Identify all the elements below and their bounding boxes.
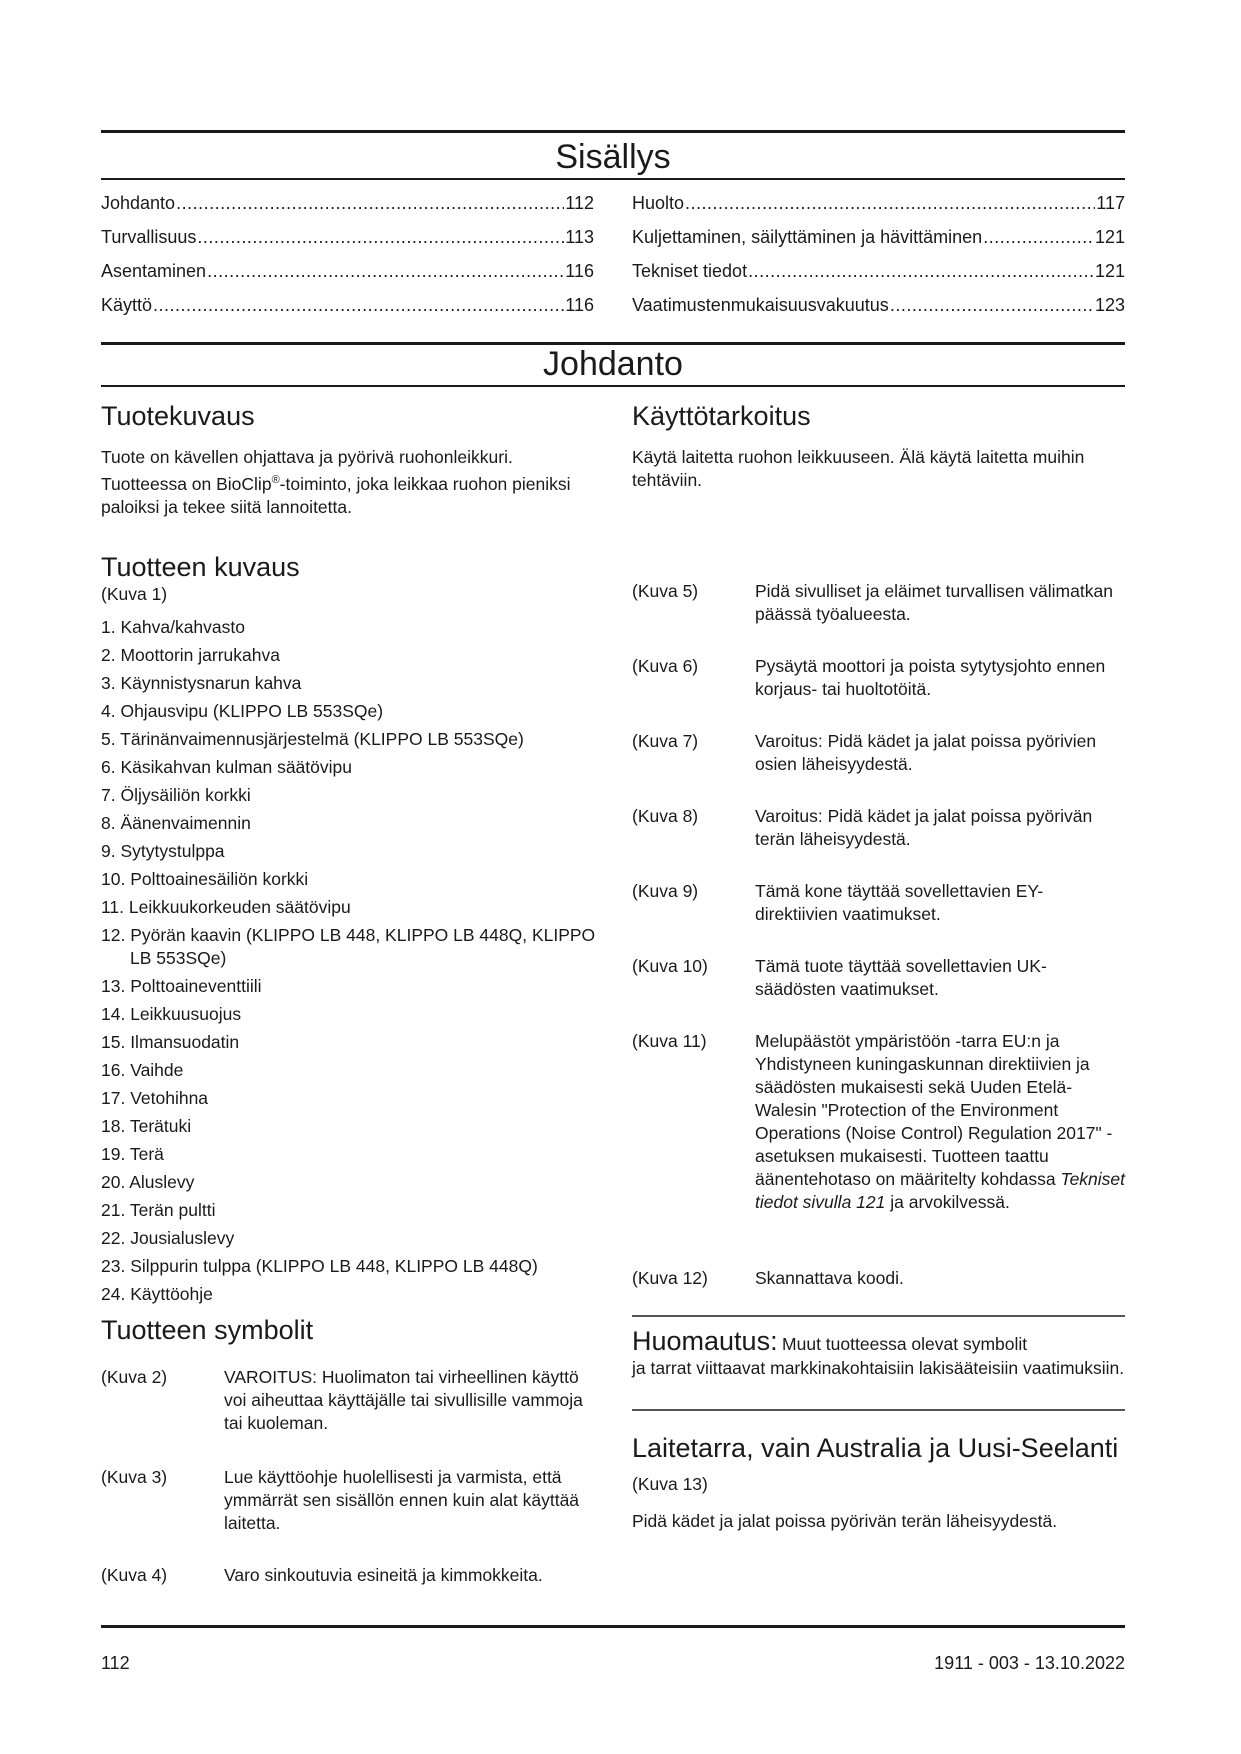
list-item: 4. Ohjausvipu (KLIPPO LB 553SQe) xyxy=(101,700,384,721)
list-item: 24. Käyttöohje xyxy=(101,1283,213,1304)
toc-entry-turvallisuus[interactable]: Turvallisuus ..... 113 xyxy=(101,220,594,254)
list-item: 21. Terän pultti xyxy=(101,1199,216,1220)
symbol-row: (Kuva 11) Melupäästöt ympäristöön -tarra EU:n ja Yhdistyneen kuningaskunnan direktiivien ja säädösten mukaisesti sekä Uuden Etelä-Walesin "Protection of the Environment Operations (Noise Control) Regulation 2017" -asetuksen mukaisesti. Tuotteen taattu äänentehotaso on määritelty kohdassa Tekniset tiedot sivulla 121 ja arvokilvessä. xyxy=(632,1031,1126,1212)
note-title: Huomautus: xyxy=(632,1326,778,1356)
toc-entry-vaatimustenmukaisuus[interactable]: Vaatimustenmukaisuusvakuutus ..... 123 xyxy=(632,288,1125,322)
document-page xyxy=(101,0,1125,1754)
tuotteen-kuvaus-heading: Tuotteen kuvaus xyxy=(101,551,300,582)
list-item: 2. Moottorin jarrukahva xyxy=(101,644,280,665)
symbol-row: (Kuva 6) Pysäytä moottori ja poista sytytysjohto ennen korjaus- tai huoltotöitä. xyxy=(632,656,1106,699)
list-item: 10. Polttoainesäiliön korkki xyxy=(101,868,309,889)
toc-entry-johdanto[interactable]: Johdanto ..... 112 xyxy=(101,186,594,220)
toc-entry-kaytto[interactable]: Käyttö ..... 116 xyxy=(101,288,594,322)
list-item: 15. Ilmansuodatin xyxy=(101,1031,240,1052)
list-item: 22. Jousialuslevy xyxy=(101,1227,235,1248)
symbol-row: (Kuva 3) Lue käyttöohje huolellisesti ja varmista, että ymmärrät sen sisällön ennen kuin alat käyttää laitetta. xyxy=(101,1466,580,1533)
doc-code: 1911 - 003 - 13.10.2022 xyxy=(934,1653,1125,1673)
list-item: 5. Tärinänvaimennusjärjestelmä (KLIPPO LB 553SQe) xyxy=(101,728,524,749)
list-item: 11. Leikkuukorkeuden säätövipu xyxy=(101,896,351,917)
list-item: 18. Terätuki xyxy=(101,1115,192,1136)
list-item: 14. Leikkuusuojus xyxy=(101,1003,242,1024)
symbol-row: (Kuva 5) Pidä sivulliset ja eläimet turvallisen välimatkan päässä työalueesta. xyxy=(632,581,1113,624)
tuotteen-symbolit-heading: Tuotteen symbolit xyxy=(101,1314,314,1345)
list-item: 7. Öljysäiliön korkki xyxy=(101,784,251,805)
kayttotarkoitus-heading: Käyttötarkoitus xyxy=(632,401,811,431)
list-item: 23. Silppurin tulppa (KLIPPO LB 448, KLIPPO LB 448Q) xyxy=(101,1255,538,1276)
list-item: 3. Käynnistysnarun kahva xyxy=(101,672,302,693)
toc-title: Sisällys xyxy=(555,138,671,176)
toc-entry-asentaminen[interactable]: Asentaminen ..... 116 xyxy=(101,254,594,288)
toc-right-column xyxy=(632,186,1125,322)
section-title: Johdanto xyxy=(543,345,683,383)
note-text-1: Muut tuotteessa olevat symbolit xyxy=(782,1334,1028,1354)
tuotekuvaus-text: Tuote on kävellen ohjattava ja pyörivä ruohonleikkuri. Tuotteessa on BioClip®-toiminto, joka leikkaa ruohon pieniksi paloiksi ja tekee siitä lannoitetta. xyxy=(101,447,571,517)
list-item: 6. Käsikahvan kulman säätövipu xyxy=(101,756,352,777)
symbol-row: (Kuva 12) Skannattava koodi. xyxy=(632,1268,904,1288)
tuotekuvaus-heading: Tuotekuvaus xyxy=(101,401,255,431)
parts-list xyxy=(101,616,601,1306)
list-item: 9. Sytytystulppa xyxy=(101,840,225,861)
toc-title-rule xyxy=(101,178,1125,180)
section-title-rule xyxy=(101,385,1125,387)
toc-top-rule xyxy=(101,130,1125,133)
right-column xyxy=(632,400,1126,1288)
toc-left-column xyxy=(101,186,594,322)
list-item: 8. Äänenvaimennin xyxy=(101,812,251,833)
list-item: 12. Pyörän kaavin (KLIPPO LB 448, KLIPPO LB 448Q, KLIPPO LB 553SQe) xyxy=(101,924,596,968)
tekniset-tiedot-link[interactable]: Tekniset tiedot sivulla 121 xyxy=(755,1169,1126,1212)
footer-rule xyxy=(101,1625,1125,1628)
laitetarra-ref: (Kuva 13) xyxy=(632,1474,708,1494)
laitetarra-section xyxy=(632,1431,1125,1533)
left-column xyxy=(101,400,601,1587)
symbol-row: (Kuva 7) Varoitus: Pidä kädet ja jalat poissa pyörivien osien läheisyydestä. xyxy=(632,731,1097,774)
list-item: 17. Vetohihna xyxy=(101,1087,209,1108)
registered-mark: ® xyxy=(271,474,280,486)
list-item: 1. Kahva/kahvasto xyxy=(101,616,245,637)
tuotteen-kuvaus-ref: (Kuva 1) xyxy=(101,583,168,604)
symbol-row: (Kuva 2) VAROITUS: Huolimaton tai virheellinen käyttö voi aiheuttaa käyttäjälle tai sivullisille vammoja tai kuoleman. xyxy=(101,1366,583,1433)
note-box xyxy=(632,1315,1125,1411)
toc-entry-huolto[interactable]: Huolto ..... 117 xyxy=(632,186,1125,220)
symbol-row: (Kuva 4) Varo sinkoutuvia esineitä ja kimmokkeita. xyxy=(101,1564,543,1585)
laitetarra-heading: Laitetarra, vain Australia ja Uusi-Seelanti xyxy=(632,1433,1119,1463)
symbol-row: (Kuva 10) Tämä tuote täyttää sovellettavien UK-säädösten vaatimukset. xyxy=(632,956,1047,999)
page-number: 112 xyxy=(101,1653,130,1673)
toc-entry-tekniset-tiedot[interactable]: Tekniset tiedot ..... 121 xyxy=(632,254,1125,288)
note-text-2: ja tarrat viittaavat markkinakohtaisiin lakisääteisiin vaatimuksiin. xyxy=(632,1358,1125,1378)
symbol-row: (Kuva 9) Tämä kone täyttää sovellettavien EY-direktiivien vaatimukset. xyxy=(632,881,1044,924)
list-item: 20. Aluslevy xyxy=(101,1171,195,1192)
toc-entry-kuljettaminen[interactable]: Kuljettaminen, säilyttäminen ja hävittäminen ..... 121 xyxy=(632,220,1125,254)
list-item: 16. Vaihde xyxy=(101,1059,184,1080)
laitetarra-text: Pidä kädet ja jalat poissa pyörivän terän läheisyydestä. xyxy=(632,1511,1058,1531)
list-item: 19. Terä xyxy=(101,1143,164,1164)
kayttotarkoitus-text: Käytä laitetta ruohon leikkuuseen. Älä käytä laitetta muihin tehtäviin. xyxy=(632,447,1085,490)
symbol-row: (Kuva 8) Varoitus: Pidä kädet ja jalat poissa pyörivän terän läheisyydestä. xyxy=(632,806,1093,849)
list-item: 13. Polttoaineventtiili xyxy=(101,975,262,996)
symbol-list-left xyxy=(101,1366,601,1587)
symbol-list-right xyxy=(632,580,1125,1290)
